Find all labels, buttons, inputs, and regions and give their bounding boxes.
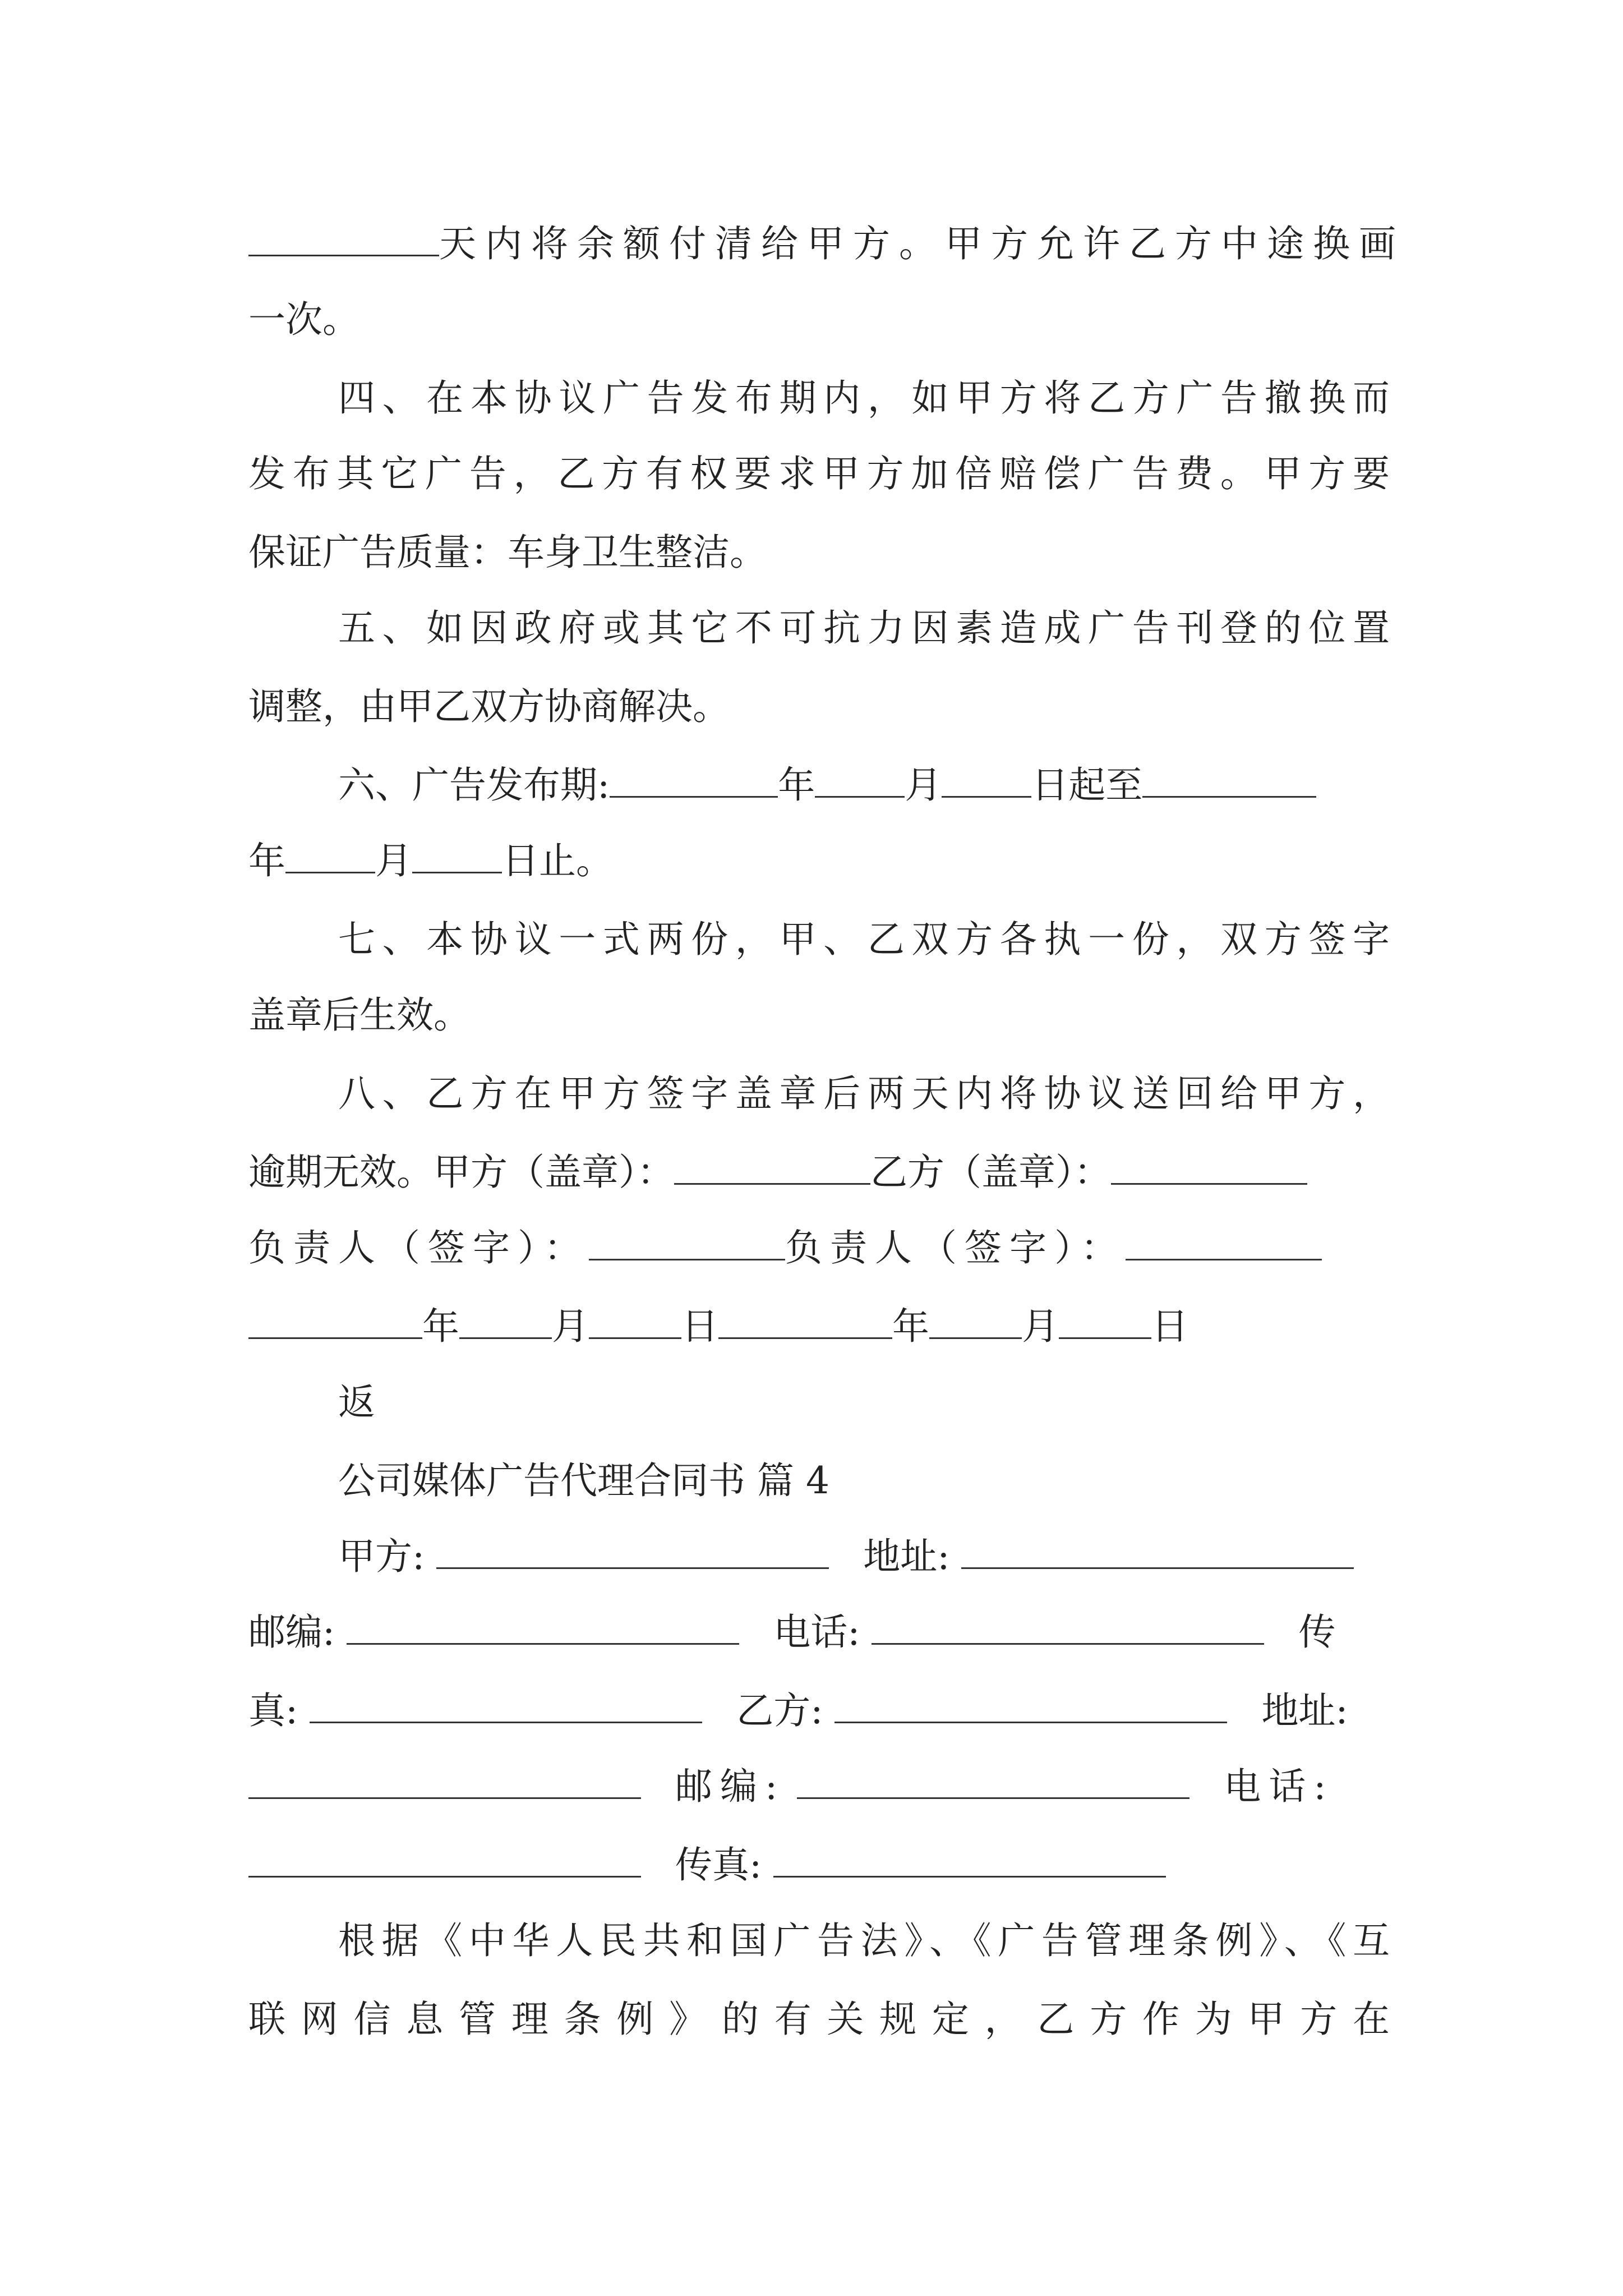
paragraph-5-line: 五、如因政府或其它不可抗力因素造成广告刊登的位置 xyxy=(338,606,1390,650)
day-label: 日 xyxy=(681,1305,718,1348)
signature-line xyxy=(248,1209,1390,1287)
text-line: 一次。 xyxy=(248,298,359,341)
month-label: 月 xyxy=(905,763,942,807)
party-a-label: 甲方: xyxy=(338,1535,425,1578)
paragraph-6-line xyxy=(248,746,1390,825)
fill-blank xyxy=(797,1765,1189,1799)
fill-blank xyxy=(1111,1151,1307,1185)
fill-blank xyxy=(248,1305,422,1339)
day-label: 日 xyxy=(1151,1305,1188,1348)
fill-blank xyxy=(872,1611,1264,1645)
fill-blank xyxy=(248,1843,641,1878)
fill-blank xyxy=(674,1151,870,1185)
text-line: 盖章后生效。 xyxy=(248,993,471,1037)
contact-line xyxy=(248,1826,1390,1904)
fill-blank xyxy=(248,1765,641,1799)
fill-blank xyxy=(834,1689,1227,1723)
party-b-label: 乙方: xyxy=(736,1689,823,1732)
phone-label: 电话: xyxy=(773,1611,860,1654)
fill-blank xyxy=(285,839,375,873)
party-a-signer-label: 负责人（签字）： xyxy=(248,1226,589,1269)
year-label: 年 xyxy=(892,1305,929,1348)
fax-label-part: 传 xyxy=(1298,1611,1336,1654)
fill-blank xyxy=(929,1305,1022,1339)
party-a-seal-label: 逾期无效。甲方（盖章）： xyxy=(248,1151,674,1194)
fill-blank xyxy=(610,763,778,798)
address-label: 地址: xyxy=(1261,1689,1348,1732)
fill-blank xyxy=(1126,1226,1322,1260)
line-text: 天内将余额付清给甲方。甲方允许乙方中途换画 xyxy=(439,222,1405,265)
return-link[interactable]: 返 xyxy=(338,1381,375,1424)
year-label: 年 xyxy=(248,839,285,882)
fill-blank xyxy=(773,1843,1166,1878)
fill-blank xyxy=(589,1305,681,1339)
text-line: 保证广告质量：车身卫生整洁。 xyxy=(248,531,767,574)
fill-blank xyxy=(1142,763,1316,798)
fax-label-part: 真: xyxy=(248,1689,298,1732)
paragraph-8-line: 八、乙方在甲方签字盖章后两天内将协议送回给甲方， xyxy=(338,1072,1390,1115)
contact-line xyxy=(248,1672,1390,1750)
contact-line xyxy=(248,1747,1390,1826)
text-line: 发布其它广告，乙方有权要求甲方加倍赔偿广告费。甲方要 xyxy=(248,452,1390,495)
fill-blank xyxy=(310,1689,702,1723)
clause-label: 六、广告发布期: xyxy=(338,763,610,807)
fill-blank xyxy=(347,1611,739,1645)
fax-label: 传真: xyxy=(675,1843,762,1887)
month-label: 月 xyxy=(552,1305,589,1348)
party-b-signer-label: 负责人（签字）： xyxy=(785,1226,1126,1269)
fill-blank xyxy=(815,763,905,798)
fill-blank xyxy=(1059,1305,1151,1339)
month-label: 月 xyxy=(1022,1305,1059,1348)
fill-blank xyxy=(436,1535,829,1569)
fill-blank xyxy=(961,1535,1354,1569)
contact-line xyxy=(248,1593,1390,1672)
text-line: 联网信息管理条例》的有关规定，乙方作为甲方在 xyxy=(248,1998,1390,2041)
section-title: 公司媒体广告代理合同书 篇 4 xyxy=(338,1459,829,1502)
postcode-label: 邮编: xyxy=(248,1611,335,1654)
fill-blank xyxy=(589,1226,785,1260)
fill-blank xyxy=(412,839,502,873)
paragraph-7-line: 七、本协议一式两份，甲、乙双方各执一份，双方签字 xyxy=(338,918,1390,961)
date-line xyxy=(248,1287,1390,1366)
year-label: 年 xyxy=(422,1305,459,1348)
text-line xyxy=(248,822,1390,900)
fill-blank xyxy=(718,1305,892,1339)
day-label: 日止。 xyxy=(502,839,613,882)
address-label: 地址: xyxy=(863,1535,950,1578)
text-line xyxy=(248,205,1405,283)
fill-blank xyxy=(942,763,1031,798)
day-label: 日起至 xyxy=(1031,763,1143,807)
party-a-line xyxy=(248,1517,1390,1596)
party-b-seal-label: 乙方（盖章）： xyxy=(870,1151,1111,1194)
fill-blank xyxy=(248,222,439,256)
year-label: 年 xyxy=(778,763,815,807)
preamble-line: 根据《中华人民共和国广告法》、《广告管理条例》、《互 xyxy=(338,1919,1390,1962)
phone-label: 电话: xyxy=(1224,1765,1334,1808)
signature-line xyxy=(248,1133,1390,1212)
text-line: 调整，由甲乙双方协商解决。 xyxy=(248,685,730,728)
month-label: 月 xyxy=(375,839,412,882)
paragraph-4-line: 四、在本协议广告发布期内，如甲方将乙方广告撤换而 xyxy=(338,376,1390,420)
postcode-label: 邮编: xyxy=(675,1765,786,1808)
fill-blank xyxy=(459,1305,552,1339)
